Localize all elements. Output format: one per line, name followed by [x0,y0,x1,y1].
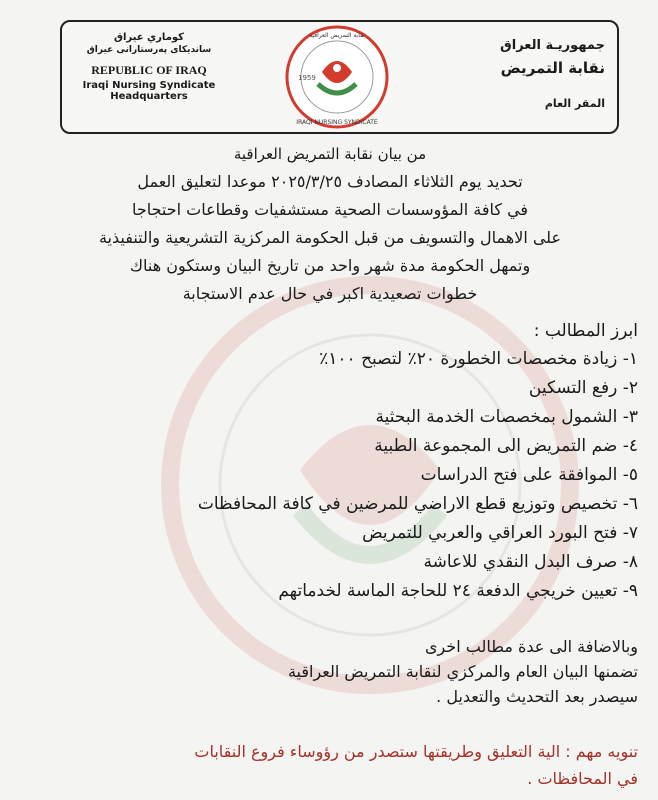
english-line-3: Headquarters [110,91,188,102]
syndicate-logo [284,24,390,130]
english-line-2: Iraqi Nursing Syndicate [82,80,216,91]
org-name: نقابة التمريض [500,59,605,77]
logo-caption: IRAQI NURSING SYNDICATE [296,119,378,126]
statement-line: من بيان نقابة التمريض العراقية [233,145,427,163]
demand-item: ٨- صرف البدل النقدي للاعاشة [423,552,638,572]
demand-item: ٦- تخصيص وتوزيع قطع الاراضي للمرضين في كافة المحافظات [197,494,638,514]
statement-line: في كافة المؤوسسات الصحية مستشفيات وقطاعات احتجاجا [131,200,529,219]
additional-line: سيصدر بعد التحديث والتعديل . [436,687,638,706]
additional-line: تضمنها البيان العام والمركزي لنقابة التمريض العراقية [287,662,638,681]
statement-line: وتمهل الحكومة مدة شهر واحد من تاريخ البيان وستكون هناك [129,256,531,275]
letterhead-english [74,32,224,102]
kurdish-line-2: سانديكاى پەرستارانى عيراق [86,45,212,55]
demand-item: ٤- ضم التمريض الى المجموعة الطبية [374,436,638,456]
demand-item: ٥- الموافقة على فتح الدراسات [420,465,638,485]
letterhead-arabic [500,38,605,110]
additional-block [38,634,638,709]
demands-list [38,318,638,606]
additional-line: وبالاضافة الى عدة مطالب اخرى [424,637,638,656]
important-note [18,738,638,792]
note-line: تنويه مهم : الية التعليق وطريقتها ستصدر من رؤوساء فروع النقابات [194,742,638,761]
demands-heading: ابرز المطالب : [533,321,638,341]
statement-line: تحديد يوم الثلاثاء المصادف ٢٠٢٥/٣/٢٥ موعدا لتعليق العمل [137,172,523,191]
demand-item: ٩- تعيين خريجي الدفعة ٢٤ للحاجة الماسة لخدماتهم [278,581,638,601]
logo-year: 1959 [298,74,316,82]
kurdish-line-1: كوماري عيراق [114,32,184,43]
demand-item: ٢- رفع التسكين [528,378,638,398]
letterhead [60,20,619,134]
logo-arabic-caption: نقابة التمريض العراقية [309,32,365,39]
note-line: في المحافظات . [527,769,638,788]
demand-item: ٣- الشمول بمخصصات الخدمة البحثية [375,407,638,427]
country-name: جمهوريـة العراق [500,38,605,53]
statement-line: على الاهمال والتسويف من قبل الحكومة المركزية التشريعية والتنفيذية [98,228,562,247]
statement-block [20,140,640,308]
demand-item: ١- زيادة مخصصات الخطورة ٢٠٪ لتصبح ١٠٠٪ [319,349,638,369]
english-line-1: REPUBLIC OF IRAQ [91,63,207,77]
statement-line: خطوات تصعيدية اكبر في حال عدم الاستجابة [182,284,478,303]
office-name: المقر العام [544,97,605,110]
demand-item: ٧- فتح البورد العراقي والعربي للتمريض [362,523,638,543]
